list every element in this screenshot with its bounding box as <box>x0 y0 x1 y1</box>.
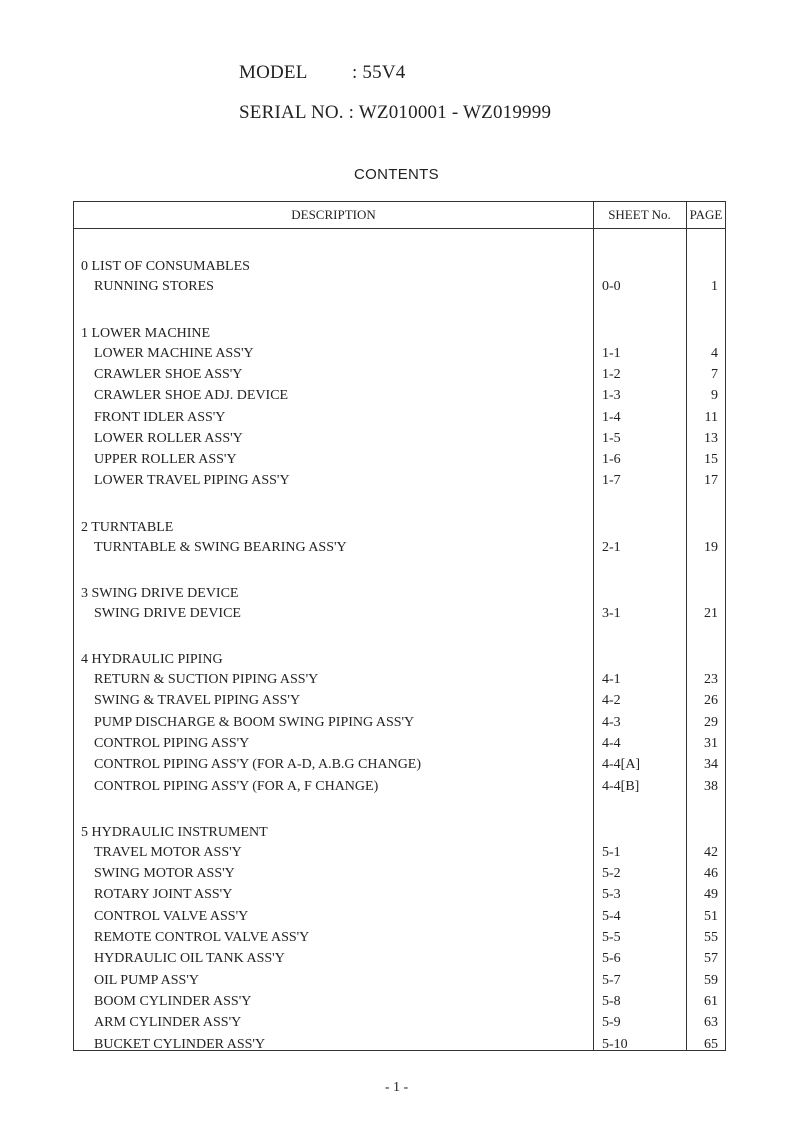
row-page: 9 <box>711 388 718 403</box>
row-page: 15 <box>704 452 718 467</box>
row-sheet-no: 1-1 <box>602 346 621 361</box>
table-row <box>74 1013 725 1033</box>
table-row <box>74 344 725 364</box>
row-page: 17 <box>704 473 718 488</box>
row-description: SWING MOTOR ASS'Y <box>94 866 235 881</box>
serial-line <box>239 102 551 124</box>
row-description: RETURN & SUCTION PIPING ASS'Y <box>94 672 319 687</box>
table-header-rule <box>74 228 725 229</box>
table-row <box>74 949 725 969</box>
section-heading-label: 1 LOWER MACHINE <box>81 326 211 341</box>
table-row <box>74 1035 725 1055</box>
row-page: 59 <box>704 973 718 988</box>
table-row <box>74 365 725 385</box>
row-description: CONTROL PIPING ASS'Y <box>94 736 250 751</box>
row-sheet-no: 4-2 <box>602 693 621 708</box>
table-row <box>74 408 725 428</box>
row-description: OIL PUMP ASS'Y <box>94 973 199 988</box>
row-sheet-no: 1-3 <box>602 388 621 403</box>
row-description: FRONT IDLER ASS'Y <box>94 410 226 425</box>
row-description: TURNTABLE & SWING BEARING ASS'Y <box>94 540 347 555</box>
row-sheet-no: 5-4 <box>602 909 621 924</box>
row-sheet-no: 5-1 <box>602 845 621 860</box>
row-sheet-no: 2-1 <box>602 540 621 555</box>
table-row <box>74 538 725 558</box>
row-sheet-no: 0-0 <box>602 279 621 294</box>
row-page: 49 <box>704 887 718 902</box>
row-description: ROTARY JOINT ASS'Y <box>94 887 233 902</box>
contents-title: CONTENTS <box>354 166 439 183</box>
row-description: SWING DRIVE DEVICE <box>94 606 241 621</box>
row-description: RUNNING STORES <box>94 279 214 294</box>
row-description: REMOTE CONTROL VALVE ASS'Y <box>94 930 310 945</box>
serial-label: SERIAL NO. : <box>239 102 355 123</box>
row-page: 55 <box>704 930 718 945</box>
section-heading <box>74 650 725 670</box>
row-sheet-no: 4-4 <box>602 736 621 751</box>
table-row <box>74 777 725 797</box>
row-sheet-no: 5-5 <box>602 930 621 945</box>
row-description: HYDRAULIC OIL TANK ASS'Y <box>94 951 285 966</box>
row-sheet-no: 4-4[A] <box>602 757 641 772</box>
table-row <box>74 670 725 690</box>
row-description: CRAWLER SHOE ASS'Y <box>94 367 243 382</box>
row-page: 19 <box>704 540 718 555</box>
row-description: CRAWLER SHOE ADJ. DEVICE <box>94 388 289 403</box>
section-heading <box>74 584 725 604</box>
model-value: : 55V4 <box>352 62 406 83</box>
row-description: PUMP DISCHARGE & BOOM SWING PIPING ASS'Y <box>94 715 415 730</box>
row-page: 13 <box>704 431 718 446</box>
row-page: 11 <box>704 410 718 425</box>
row-page: 42 <box>704 845 718 860</box>
column-header-sheet-no: SHEET No. <box>608 207 671 222</box>
row-sheet-no: 4-1 <box>602 672 621 687</box>
serial-value: WZ010001 - WZ019999 <box>358 102 552 123</box>
table-row <box>74 471 725 491</box>
row-sheet-no: 1-5 <box>602 431 621 446</box>
table-row <box>74 604 725 624</box>
table-row <box>74 734 725 754</box>
table-row <box>74 450 725 470</box>
row-sheet-no: 1-4 <box>602 410 621 425</box>
section-heading <box>74 324 725 344</box>
row-description: CONTROL VALVE ASS'Y <box>94 909 249 924</box>
row-sheet-no: 5-10 <box>602 1037 628 1052</box>
table-row <box>74 885 725 905</box>
row-page: 34 <box>704 757 718 772</box>
row-page: 31 <box>704 736 718 751</box>
section-heading-label: 0 LIST OF CONSUMABLES <box>81 259 250 274</box>
table-row <box>74 843 725 863</box>
column-header-description: DESCRIPTION <box>291 207 376 222</box>
table-row <box>74 755 725 775</box>
row-page: 38 <box>704 779 718 794</box>
row-description: TRAVEL MOTOR ASS'Y <box>94 845 242 860</box>
row-sheet-no: 3-1 <box>602 606 621 621</box>
row-page: 29 <box>704 715 718 730</box>
row-page: 63 <box>704 1015 718 1030</box>
row-description: LOWER ROLLER ASS'Y <box>94 431 243 446</box>
section-heading-label: 4 HYDRAULIC PIPING <box>81 652 223 667</box>
table-row <box>74 429 725 449</box>
row-description: UPPER ROLLER ASS'Y <box>94 452 237 467</box>
row-sheet-no: 5-7 <box>602 973 621 988</box>
row-description: CONTROL PIPING ASS'Y (FOR A, F CHANGE) <box>94 779 379 794</box>
row-description: LOWER TRAVEL PIPING ASS'Y <box>94 473 290 488</box>
row-page: 61 <box>704 994 718 1009</box>
row-sheet-no: 5-9 <box>602 1015 621 1030</box>
row-sheet-no: 5-2 <box>602 866 621 881</box>
column-header-page: PAGE <box>689 207 723 222</box>
table-row <box>74 864 725 884</box>
table-row <box>74 691 725 711</box>
row-sheet-no: 5-3 <box>602 887 621 902</box>
model-label: MODEL <box>239 62 308 83</box>
table-row <box>74 992 725 1012</box>
row-description: CONTROL PIPING ASS'Y (FOR A-D, A.B.G CHANGE) <box>94 757 422 772</box>
table-row <box>74 713 725 733</box>
row-page: 57 <box>704 951 718 966</box>
row-sheet-no: 4-3 <box>602 715 621 730</box>
section-heading <box>74 257 725 277</box>
row-page: 21 <box>704 606 718 621</box>
row-page: 26 <box>704 693 718 708</box>
section-heading <box>74 518 725 538</box>
section-heading <box>74 823 725 843</box>
contents-table <box>73 201 726 1051</box>
row-page: 51 <box>704 909 718 924</box>
row-sheet-no: 5-6 <box>602 951 621 966</box>
page-number: - 1 - <box>384 1080 409 1095</box>
table-row <box>74 386 725 406</box>
row-description: BOOM CYLINDER ASS'Y <box>94 994 252 1009</box>
row-sheet-no: 1-2 <box>602 367 621 382</box>
row-page: 1 <box>711 279 718 294</box>
row-page: 65 <box>704 1037 718 1052</box>
table-row <box>74 971 725 991</box>
row-sheet-no: 4-4[B] <box>602 779 640 794</box>
row-page: 23 <box>704 672 718 687</box>
row-description: SWING & TRAVEL PIPING ASS'Y <box>94 693 301 708</box>
row-page: 46 <box>704 866 718 881</box>
row-description: ARM CYLINDER ASS'Y <box>94 1015 242 1030</box>
table-row <box>74 277 725 297</box>
section-heading-label: 2 TURNTABLE <box>81 520 174 535</box>
table-row <box>74 907 725 927</box>
table-row <box>74 928 725 948</box>
section-heading-label: 5 HYDRAULIC INSTRUMENT <box>81 825 268 840</box>
row-sheet-no: 1-7 <box>602 473 621 488</box>
row-description: BUCKET CYLINDER ASS'Y <box>94 1037 266 1052</box>
row-description: LOWER MACHINE ASS'Y <box>94 346 254 361</box>
model-line <box>239 62 405 84</box>
row-page: 7 <box>711 367 718 382</box>
section-heading-label: 3 SWING DRIVE DEVICE <box>81 586 239 601</box>
row-sheet-no: 5-8 <box>602 994 621 1009</box>
row-sheet-no: 1-6 <box>602 452 621 467</box>
row-page: 4 <box>711 346 718 361</box>
